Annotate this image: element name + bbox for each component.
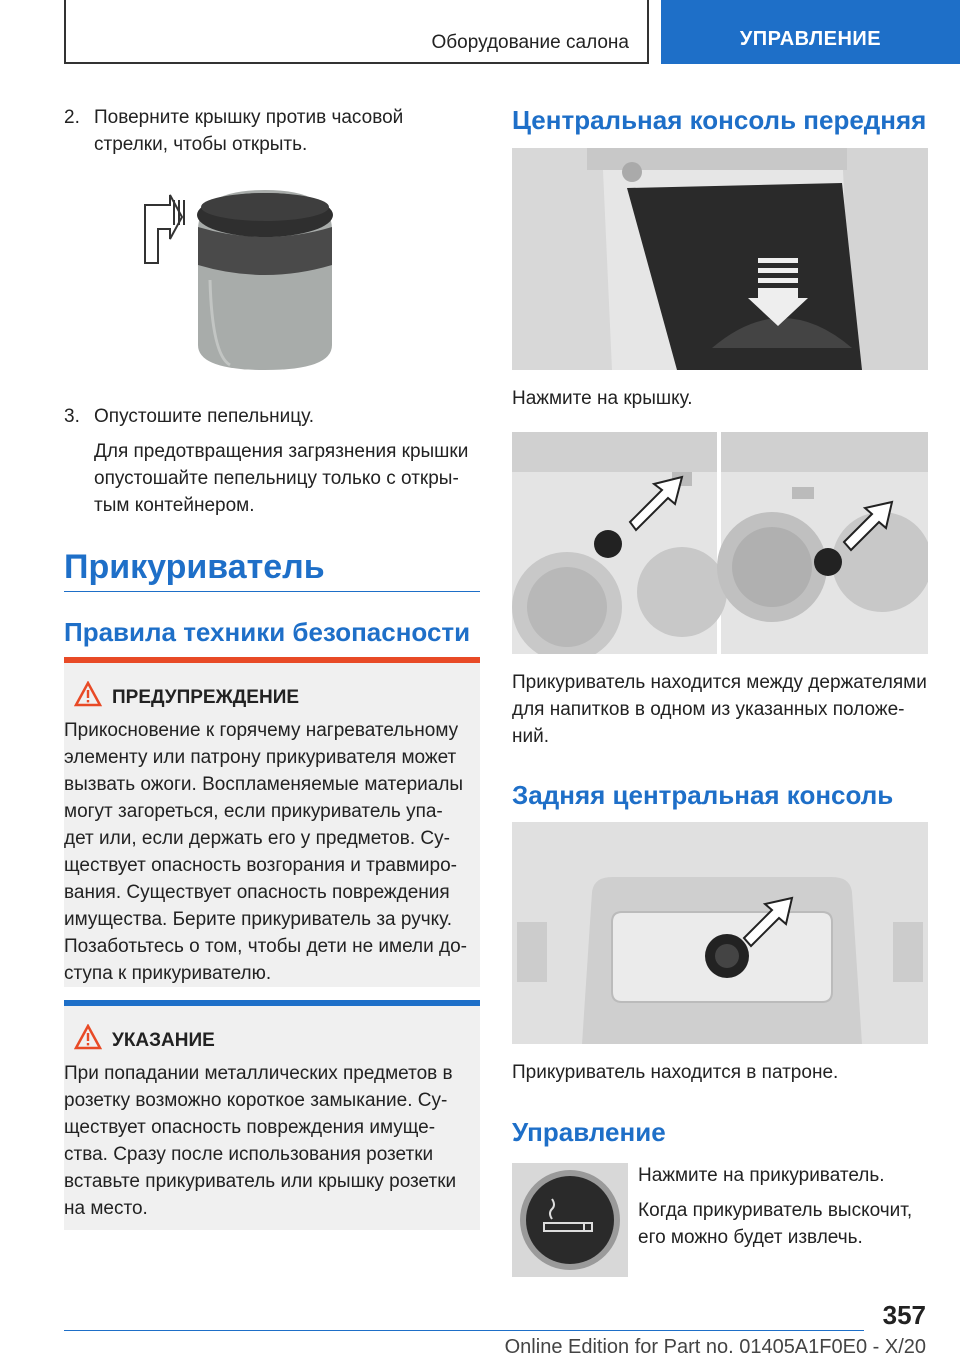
notice-triangle-icon <box>74 1024 102 1050</box>
edition-text: Online Edition for Part no. 01405A1F0E0 - X/20 <box>504 1336 926 1358</box>
warning-box <box>64 657 480 987</box>
heading-rear-console: Задняя центральная консоль <box>512 780 894 810</box>
warning-text: Прикосновение к горячему нагревательному элементу или патрону прикуривателя может вызвать ожоги. Воспламеняемые материалы могут загореться, если прикуриватель упа- дет или, если держать его у предметов. Су- ществует опасность возгорания и травмиро- вания. Существует опасность повреждения имущества. Берите прикуриватель за ручку. Позаботьтесь о том, чтобы дети не имели до- ступа к прикуривателю. <box>64 720 467 984</box>
caption-lighter-location: Прикуриватель находится между держателями для напитков в одном из указанных положе- ний. <box>512 672 927 747</box>
notice-text: При попадании металлических предметов в розетку возможно короткое замыкание. Су- ществует опасность повреждения имуще- ства. Сразу после использования розетки вставьте прикуриватель или крышку розетки на место. <box>64 1063 457 1219</box>
heading-control: Управление <box>512 1117 666 1147</box>
page-number: 357 <box>882 1300 926 1330</box>
step-3-number: 3. <box>64 406 80 427</box>
front-console-photo <box>512 148 928 370</box>
caption-rear: Прикуриватель находится в патроне. <box>512 1062 839 1083</box>
rear-console-photo <box>512 822 928 1044</box>
footer-rule <box>64 1330 864 1331</box>
warning-bar <box>64 657 480 663</box>
warning-triangle-icon <box>74 681 102 707</box>
section-title: Оборудование салона <box>431 32 629 53</box>
warning-title: ПРЕДУПРЕЖДЕНИЕ <box>112 687 300 708</box>
step-3-text: Опустошите пепельницу. Для предотвращения загрязнения крышки опустошайте пепельницу только с откры- тым контейнером. <box>94 406 469 516</box>
ashtray-illustration <box>140 185 350 375</box>
control-text: Нажмите на прикуриватель. Когда прикуриватель выскочит, его можно будет извлечь. <box>638 1165 913 1248</box>
step-2-text: Поверните крышку против часовой стрелки, чтобы открыть. <box>94 107 404 155</box>
lighter-positions-photo <box>512 432 928 654</box>
step-2-number: 2. <box>64 107 80 128</box>
heading-front-console: Центральная консоль передняя <box>512 105 927 135</box>
heading-lighter: Прикуриватель <box>64 548 325 586</box>
header-chapter-tab <box>661 0 960 64</box>
lighter-button-photo <box>512 1163 628 1277</box>
caption-front: Нажмите на крышку. <box>512 388 693 409</box>
heading-rule <box>64 591 480 592</box>
header-section-tab <box>64 0 649 64</box>
rotate-arrow-icon <box>145 195 184 263</box>
subheading-safety: Правила техники безопасности <box>64 617 471 647</box>
notice-title: УКАЗАНИЕ <box>112 1030 215 1051</box>
chapter-title: УПРАВЛЕНИЕ <box>739 28 882 50</box>
notice-bar <box>64 1000 480 1006</box>
notice-box <box>64 1000 480 1230</box>
